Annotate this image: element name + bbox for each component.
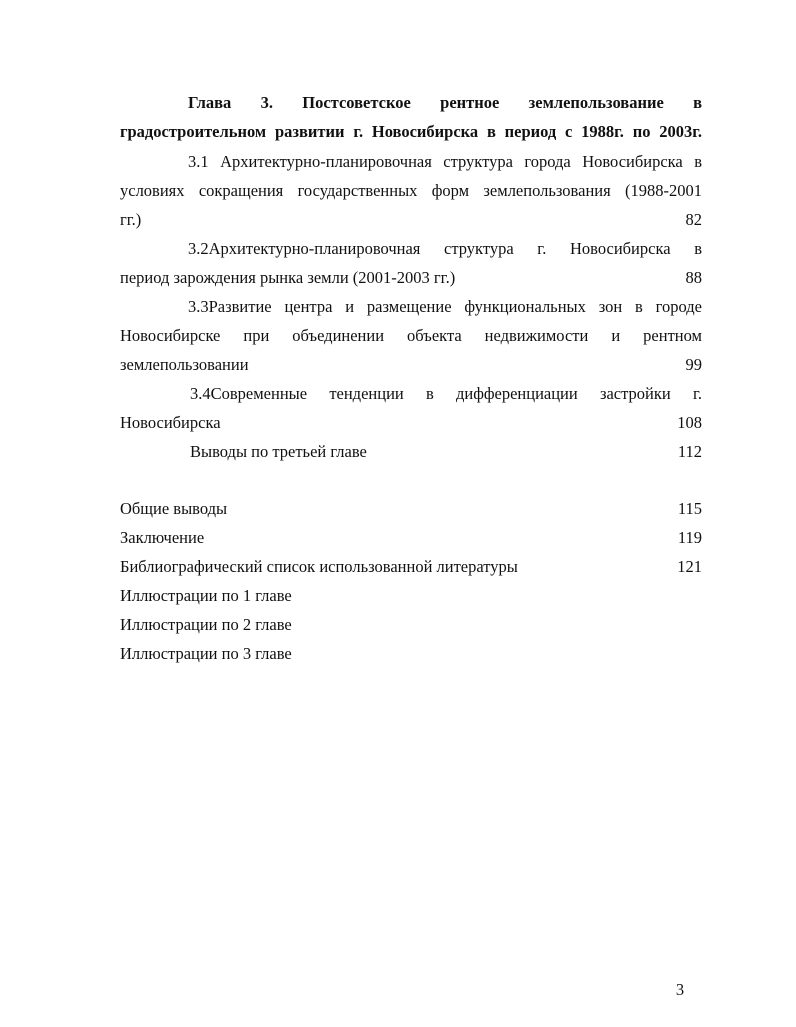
chapter-heading-line-1: Глава 3. Постсоветское рентное землепользование в — [188, 93, 702, 112]
toc-illustrations-chapter-1: Иллюстрации по 1 главе — [120, 586, 292, 605]
page-number: 3 — [675, 980, 685, 999]
toc-bibliography: Библиографический список использованной литературы — [120, 557, 518, 576]
toc-3-1-line-1: 3.1 Архитектурно-планировочная структура города Новосибирска в — [188, 152, 702, 171]
toc-3-3-line-2: Новосибирске при объединении объекта недвижимости и рентном — [120, 326, 702, 345]
toc-illustrations-chapter-2: Иллюстрации по 2 главе — [120, 615, 292, 634]
toc-conclusion-page: 119 — [677, 528, 702, 547]
toc-3-1-line-3: гг.) — [120, 210, 142, 229]
toc-conclusion: Заключение — [120, 528, 205, 547]
chapter-heading-line-2: градостроительном развитии г. Новосибирска в период с 1988г. по 2003г. — [120, 122, 702, 141]
toc-general-conclusions: Общие выводы — [120, 499, 228, 518]
toc-bibliography-page: 121 — [677, 557, 702, 576]
toc-3-3-line-1: 3.3Развитие центра и размещение функциональных зон в городе — [188, 297, 702, 316]
toc-conclusions-chapter-3-page: 112 — [677, 442, 702, 461]
toc-3-3-page: 99 — [685, 355, 702, 374]
toc-general-conclusions-page: 115 — [677, 499, 702, 518]
toc-3-4-line-2: Новосибирска — [120, 413, 221, 432]
toc-3-2-line-1: 3.2Архитектурно-планировочная структура г. Новосибирска в — [188, 239, 702, 258]
toc-3-2-line-2: период зарождения рынка земли (2001-2003 гг.) — [120, 268, 456, 287]
toc-3-3-line-3: землепользовании — [120, 355, 249, 374]
toc-3-1-line-2: условиях сокращения государственных форм землепользования (1988-2001 — [120, 181, 702, 200]
toc-illustrations-chapter-3: Иллюстрации по 3 главе — [120, 644, 292, 663]
toc-3-4-line-1: 3.4Современные тенденции в дифференциации застройки г. — [190, 384, 702, 403]
toc-3-1-page: 82 — [685, 210, 702, 229]
toc-conclusions-chapter-3: Выводы по третьей главе — [190, 442, 367, 461]
toc-3-4-page: 108 — [677, 413, 702, 432]
toc-3-2-page: 88 — [685, 268, 702, 287]
